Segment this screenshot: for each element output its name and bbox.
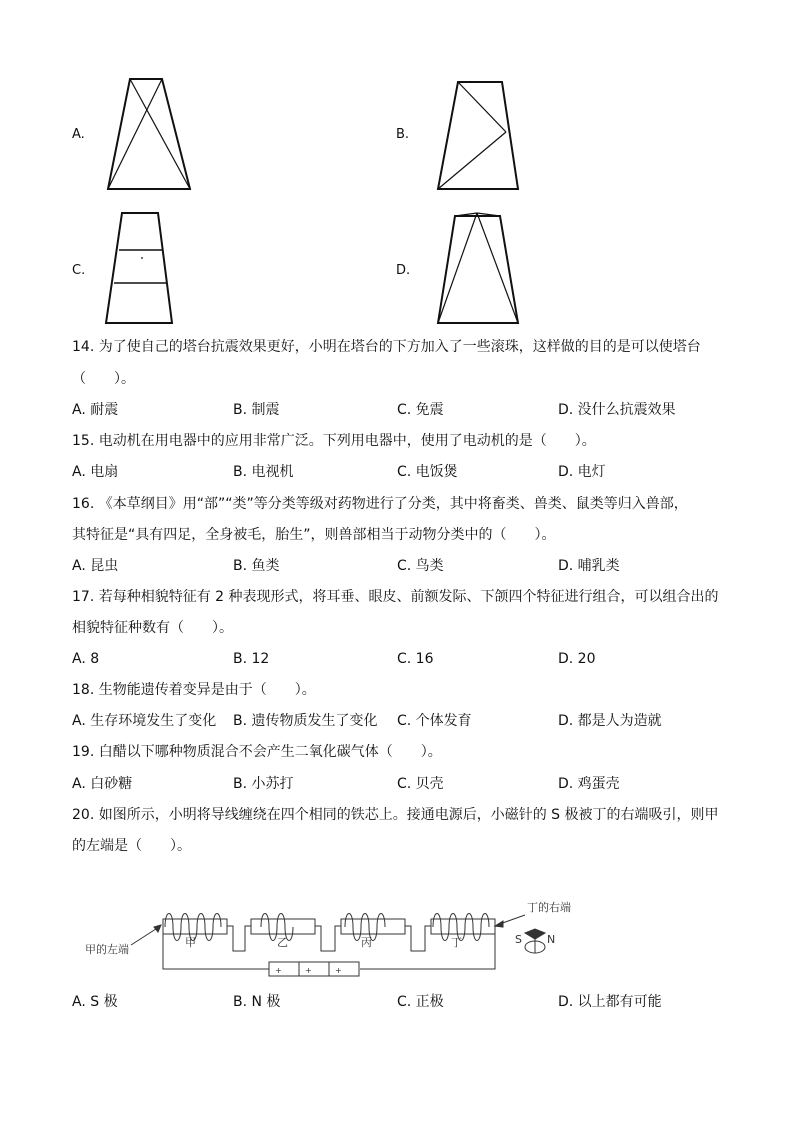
- needle-n-label: N: [547, 933, 556, 946]
- option-b[interactable]: B. 12: [233, 651, 270, 667]
- option-b[interactable]: B. 电视机: [233, 464, 294, 480]
- right-end-label: 丁的右端: [527, 901, 571, 914]
- option-a[interactable]: A. 昆虫: [72, 558, 119, 574]
- option-d[interactable]: D. 没什么抗震效果: [558, 402, 676, 418]
- core-label-ding: 丁: [451, 936, 462, 949]
- option-label: C.: [72, 263, 86, 278]
- option-label: D.: [396, 263, 411, 278]
- option-d[interactable]: D. 哺乳类: [558, 558, 620, 574]
- option-d[interactable]: D. 鸡蛋壳: [558, 776, 620, 792]
- question-text-line: 的左端是（ ）。: [72, 838, 191, 854]
- question-text-line: 其特征是“具有四足，全身被毛，胎生”，则兽部相当于动物分类中的（ ）。: [72, 527, 556, 543]
- option-d[interactable]: D. 电灯: [558, 464, 606, 480]
- option-c[interactable]: C. 免震: [397, 402, 444, 418]
- option-a[interactable]: A. S 极: [72, 994, 118, 1010]
- core-label-jia: 甲: [185, 936, 196, 949]
- needle-s-label: S: [515, 933, 522, 946]
- option-d[interactable]: D. 20: [558, 651, 596, 667]
- question-text-line: 15. 电动机在用电器中的应用非常广泛。下列用电器中，使用了电动机的是（ ）。: [72, 433, 596, 449]
- option-c[interactable]: C. 贝壳: [397, 776, 444, 792]
- option-c[interactable]: C. 电饭煲: [397, 464, 458, 480]
- core-label-bing: 丙: [361, 936, 372, 949]
- option-d[interactable]: D. 都是人为造就: [558, 713, 662, 729]
- option-c[interactable]: C. 正极: [397, 994, 444, 1010]
- option-b[interactable]: B. 制震: [233, 402, 280, 418]
- tower-figure-b: [430, 74, 530, 194]
- question-text-line: 16. 《本草纲目》用“部”“类”等分类等级对药物进行了分类，其中将畜类、兽类、鼠类等归入兽部，: [72, 496, 688, 512]
- option-b[interactable]: B. 小苏打: [233, 776, 294, 792]
- battery-sign: +: [275, 966, 282, 975]
- option-b[interactable]: B. N 极: [233, 994, 281, 1010]
- option-a[interactable]: A. 8: [72, 651, 100, 667]
- option-label: A.: [72, 127, 85, 142]
- tower-figure-a: [100, 74, 200, 194]
- electromagnet-circuit-figure: [85, 895, 585, 985]
- question-text-line: 19. 白醋以下哪种物质混合不会产生二氧化碳气体（ ）。: [72, 744, 442, 760]
- option-a[interactable]: A. 耐震: [72, 402, 119, 418]
- option-a[interactable]: A. 生存环境发生了变化: [72, 713, 217, 729]
- battery-sign: +: [305, 966, 312, 975]
- question-text-line: 14. 为了使自己的塔台抗震效果更好，小明在塔台的下方加入了一些滚珠，这样做的目的是可以使塔台: [72, 339, 701, 355]
- tower-figure-c: [100, 208, 180, 328]
- option-c[interactable]: C. 鸟类: [397, 558, 444, 574]
- tower-figure-d: [430, 208, 530, 328]
- question-text-line: 17. 若每种相貌特征有 2 种表现形式，将耳垂、眼皮、前额发际、下颌四个特征进行组合，可以组合出的: [72, 589, 719, 605]
- option-label: B.: [396, 127, 410, 142]
- battery-sign: +: [335, 966, 342, 975]
- option-d[interactable]: D. 以上都有可能: [558, 994, 662, 1010]
- question-text-line: （ ）。: [72, 371, 135, 387]
- option-a[interactable]: A. 白砂糖: [72, 776, 133, 792]
- question-text-line: 相貌特征种数有（ ）。: [72, 620, 233, 636]
- option-c[interactable]: C. 个体发育: [397, 713, 472, 729]
- option-b[interactable]: B. 鱼类: [233, 558, 280, 574]
- question-text-line: 20. 如图所示，小明将导线缠绕在四个相同的铁芯上。接通电源后，小磁针的 S 极被丁的右端吸引，则甲: [72, 807, 719, 823]
- option-a[interactable]: A. 电扇: [72, 464, 119, 480]
- option-b[interactable]: B. 遗传物质发生了变化: [233, 713, 378, 729]
- left-end-label: 甲的左端: [85, 943, 129, 956]
- core-label-yi: 乙: [277, 936, 288, 949]
- option-c[interactable]: C. 16: [397, 651, 434, 667]
- question-text-line: 18. 生物能遗传着变异是由于（ ）。: [72, 682, 316, 698]
